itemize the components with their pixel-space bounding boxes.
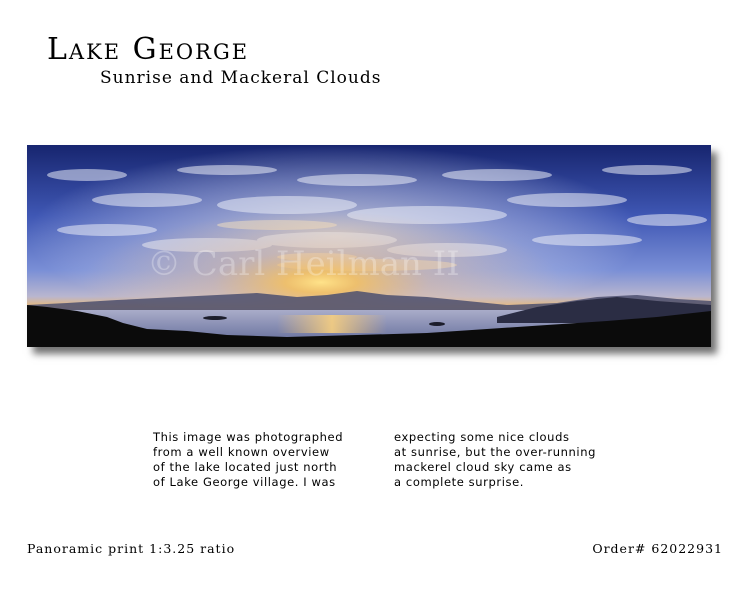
description-line: mackerel cloud sky came as [394, 460, 572, 474]
description-line: from a well known overview [153, 445, 330, 459]
order-number: Order# 62022931 [592, 541, 723, 556]
description-line: This image was photographed [153, 430, 344, 444]
description-line: of Lake George village. I was [153, 475, 336, 489]
description-column-1 [153, 430, 343, 490]
description-line: of the lake located just north [153, 460, 338, 474]
description-column-2 [394, 430, 596, 490]
page-subtitle: Sunrise and Mackeral Clouds [100, 68, 382, 88]
description-line: expecting some nice clouds [394, 430, 570, 444]
page-title: Lake George [47, 32, 250, 67]
panorama-photo [27, 145, 711, 347]
watermark-text: © Carl Heilman II [147, 244, 460, 284]
description-line: at sunrise, but the over-running [394, 445, 596, 459]
print-info: Panoramic print 1:3.25 ratio [27, 541, 236, 556]
description-line: a complete surprise. [394, 475, 525, 489]
